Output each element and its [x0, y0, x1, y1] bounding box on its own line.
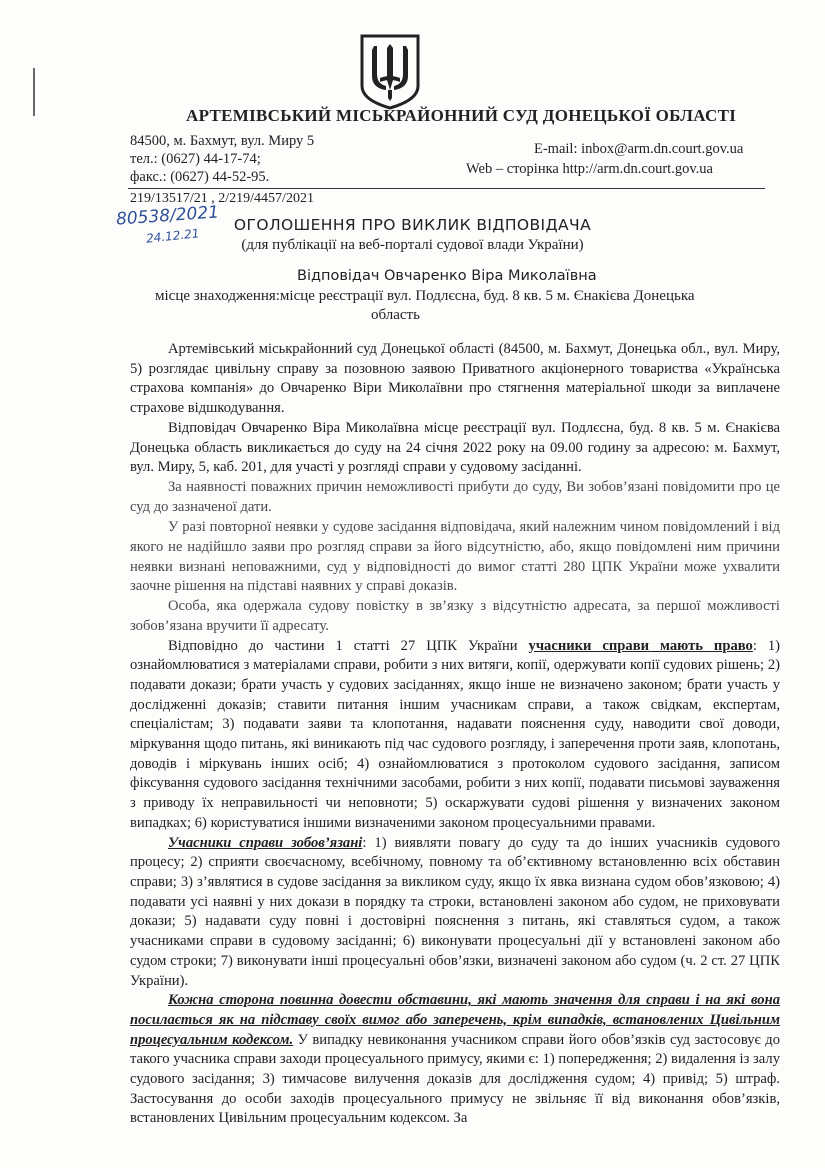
paragraph-summons-delivery: Особа, яка одержала судову повістку в зв’язку з відсутністю адресата, за першої можливості зобов’язана вручити її адресату.: [130, 598, 780, 634]
scan-edge-mark: [33, 68, 35, 116]
court-phone: тел.: (0627) 44-17-74;: [130, 151, 261, 167]
handwritten-date: 24.12.21: [145, 226, 201, 246]
trident-emblem-icon: [358, 34, 422, 110]
header-divider: [128, 188, 765, 189]
duties-text: : 1) виявляти повагу до суду та до інших учасників судового процесу; 2) сприяти своєчасному, всебічному, повному та об’єктивному встановленню всіх обставин справи; 3) з’являтися в судове засідання за викликом суду, якщо їх явка визнана судом обов’язковою; 4) подавати усі наявні у них докази в порядку та строки, встановлені законом або судом, не приховувати докази; 5) надавати суду повні і достовірні пояснення з питань, які ставляться судом, а також учасниками справи в судовому засіданні; 6) виконувати процесуальні дії у встановлені законом або судом строки; 7) виконувати інші процесуальні обов’язки, визначені законом або судом (ч. 2 ст. 27 ЦПК України).: [130, 834, 781, 989]
paragraph-rights: [130, 637, 780, 834]
handwritten-registration-number: 80538/2021: [115, 202, 220, 230]
defendant-line: Відповідач Овчаренко Віра Миколаївна: [297, 268, 597, 284]
paragraph-case: Артемівський міськрайонний суд Донецької області (84500, м. Бахмут, Донецька обл., вул. Миру, 5) розглядає цивільну справу за позовною заявою Приватного акціонерного товариства «Українська страхова компанія» до Овчаренко Віри Миколаївни про стягнення матеріальної шкоди за виплачене страхове відшкодування.: [130, 341, 780, 417]
court-website: Web – сторінка http://arm.dn.court.gov.ua: [466, 161, 713, 177]
rights-text: : 1) ознайомлюватися з матеріалами справи, робити з них витяги, копії, одержувати копії судових рішень; 2) подавати докази; брати участь у судових засіданнях, якщо інше не визначено законом; брати участь у дослідженні доказів; ставити питання іншим учасникам справи, а також свідкам, експертам, спеціалістам; 3) подавати заяви та клопотання, надавати пояснення суду, наводити свої доводи, міркування щодо питань, які виникають під час судового розгляду, і заперечення проти заяв, клопотань, доводів і міркувань інших осіб; 4) ознайомлюватися з протоколом судового засідання, записом фіксування судового засідання технічними засобами, робити з них копії, подавати письмові зауваження з приводу їх неправильності чи неповноти; 5) оскаржувати судові рішення у визначених законом випадках; 6) користуватися іншими визначеними законом процесуальними правами.: [130, 637, 780, 831]
court-email: E-mail: inbox@arm.dn.court.gov.ua: [534, 141, 744, 157]
document-title: ОГОЛОШЕННЯ ПРО ВИКЛИК ВІДПОВІДАЧА: [233, 216, 592, 234]
paragraph-summons: Відповідач Овчаренко Віра Миколаївна місце реєстрації вул. Подлєсна, буд. 8 кв. 5 м. Єнакієва Донецька область викликається до суду на 24 січня 2022 року на 09.00 годину за адресою: м. Бахмут, вул. Миру, 5, каб. 201, для участі у розгляді справи у судовому засіданні.: [130, 419, 780, 476]
court-name: АРТЕМІВСЬКИЙ МІСЬКРАЙОННИЙ СУД ДОНЕЦЬКОЇ ОБЛАСТІ: [186, 106, 737, 125]
paragraph-duties: [130, 834, 780, 992]
court-fax: факс.: (0627) 44-52-95.: [130, 169, 270, 185]
paragraph-burden-of-proof: [130, 991, 780, 1129]
rights-lead: Відповідно до частини 1 статті 27 ЦПК України: [168, 637, 529, 654]
defendant-location: місце знаходження:місце реєстрації вул. Подлєсна, буд. 8 кв. 5 м. Єнакієва Донецька: [155, 288, 695, 304]
notice-body: [130, 340, 780, 1129]
burden-of-proof-heading: Кожна сторона повинна довести обставини, які мають значення для справи і на які вона посилається як на підставу своїх вимог або заперечень, крім випадків, встановлених Цивільним процесуальним кодексом.: [130, 992, 780, 1048]
case-numbers: 219/13517/21 , 2/219/4457/2021: [130, 191, 314, 206]
paragraph-default-judgment: У разі повторної неявки у судове засідання відповідача, який належним чином повідомлений і від якого не надійшло заяви про розгляд справи за його відсутністю, або, якщо повідомлені ним причини неявки визнані неповажними, суд у відповідності до вимог статті 280 ЦПК України може ухвалити заочне рішення на підставі наявних у справі доказів.: [130, 519, 780, 595]
document-subtitle: (для публікації на веб-порталі судової влади України): [241, 237, 584, 253]
enforcement-text: У випадку невиконання учасником справи його обов’язків суд застосовує до такого учасника справи заходи процесуального примусу, якими є: 1) попередження; 2) видалення із залу судового засідання; 3) тимчасове вилучення доказів для дослідження судом; 4) привід; 5) штраф. Застосування до особи заходів процесуального примусу не звільняє її від виконання обов’язків, встановлених Цивільним процесуальним кодексом. За: [130, 1031, 780, 1127]
rights-heading: учасники справи мають право: [528, 637, 753, 654]
paragraph-notify: За наявності поважних причин неможливості прибути до суду, Ви зобов’язані повідомити про це суд до зазначеної дати.: [130, 478, 780, 515]
defendant-location-cont: область: [371, 307, 420, 323]
court-address: 84500, м. Бахмут, вул. Миру 5: [130, 133, 315, 149]
duties-heading: Учасники справи зобов’язані: [168, 834, 363, 851]
